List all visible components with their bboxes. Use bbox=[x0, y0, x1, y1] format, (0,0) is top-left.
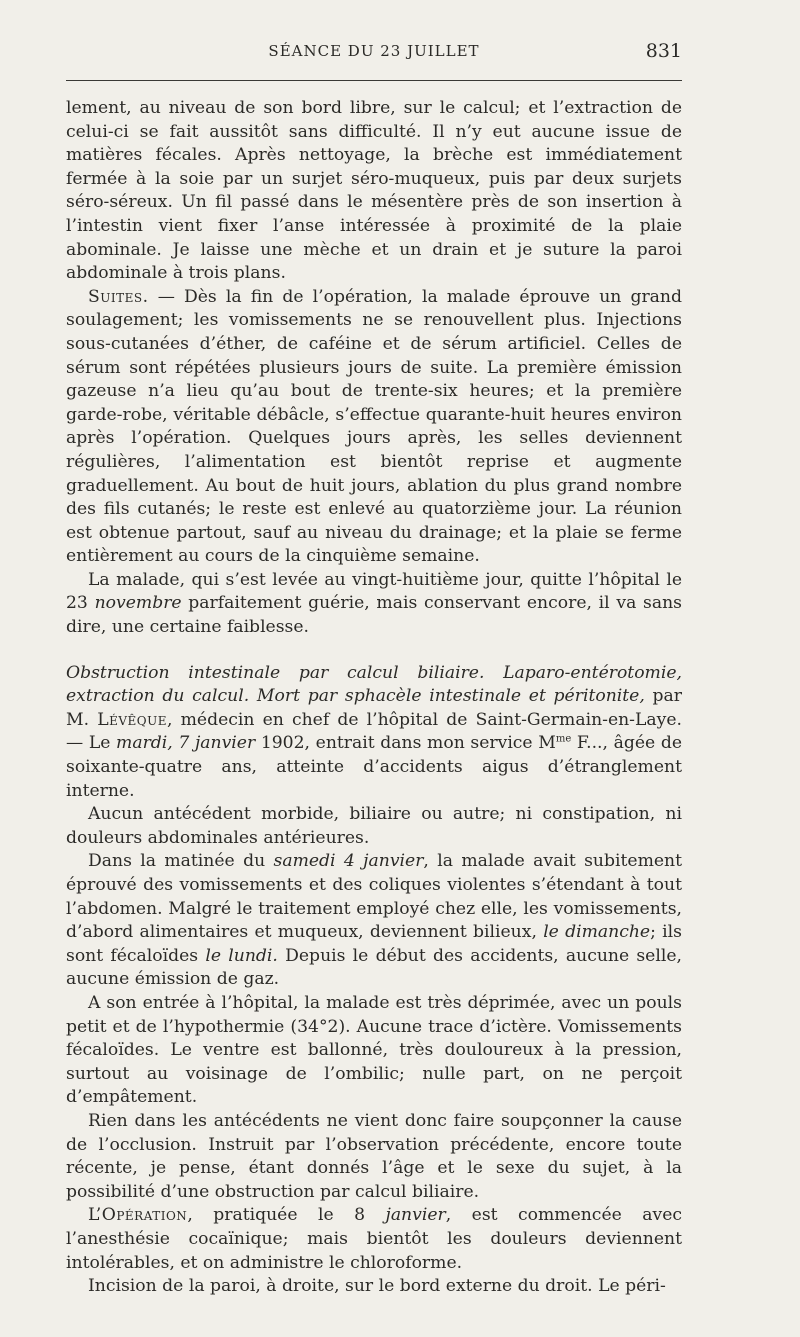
article-heading-paragraph bbox=[66, 662, 682, 804]
page-number: 831 bbox=[645, 40, 682, 62]
superscript: me bbox=[555, 733, 572, 745]
italic-text: le dimanche bbox=[543, 922, 651, 943]
italic-text: le lundi. bbox=[205, 945, 278, 966]
paragraph-8 bbox=[66, 1110, 682, 1204]
section-gap bbox=[66, 640, 682, 662]
header-rule bbox=[66, 80, 682, 81]
italic-text: samedi 4 janvier bbox=[273, 851, 424, 872]
paragraph-text: parfaitement guérie, mais conservant encore, il va sans dire, une certaine faiblesse. bbox=[66, 593, 682, 638]
paragraph-text: Rien dans les antécédents ne vient donc faire soupçonner la cause de l’occlusion. Instruit par l’observation précédente, encore toute récente, je pense, étant donnés l’âge et le sexe du sujet, à la possibilité d’une obstruction par calcul biliaire. bbox=[66, 1110, 682, 1202]
paragraph-text: 1902, entrait dans mon service M bbox=[255, 733, 556, 754]
paragraph-3 bbox=[66, 569, 682, 640]
italic-text: janvier bbox=[385, 1205, 446, 1226]
paragraph-10 bbox=[66, 1275, 682, 1299]
running-title: SÉANCE DU 23 JUILLET bbox=[268, 42, 480, 60]
paragraph-text: , pratiquée le 8 bbox=[187, 1205, 386, 1226]
paragraph-suites bbox=[66, 286, 682, 569]
paragraph-text: Depuis le début des accidents, aucune selle, aucune émission de gaz. bbox=[66, 945, 682, 990]
paragraph-text: lement, au niveau de son bord libre, sur le calcul; et l’extraction de celui-ci se fait aussitôt sans difficulté. Il n’y eut aucune issue de matières fécales. Après nettoyage, la brèche est immédiatement fermée à la soie par un surjet séro-muqueux, puis par deux surjets séro-séreux. Un fil passé dans le mésentère près de son insertion à l’intestin vient fixer l’anse intéressée à proximité de la plaie abominale. Je laisse une mèche et un drain et je suture la paroi abdominale à trois plans. bbox=[66, 98, 682, 284]
paragraph-operation bbox=[66, 1204, 682, 1275]
paragraph-text: A son entrée à l’hôpital, la malade est très déprimée, avec un pouls petit et de l’hypothermie (34°2). Aucune trace d’ictère. Vomissements fécaloïdes. Le ventre est ballonné, très douloureux à la pression, surtout au voisinage de l’ombilic; nulle part, on ne perçoit d’empâtement. bbox=[66, 992, 682, 1108]
section-label-operation: L’Opération bbox=[88, 1205, 188, 1226]
paragraph-text: ; ils sont fécaloïdes bbox=[66, 922, 682, 966]
section-label-suites: Suites. bbox=[88, 286, 149, 307]
paragraph-text: F..., âgée de soixante-quatre ans, atteinte d’accidents aigus d’étranglement interne. bbox=[66, 733, 682, 801]
paragraph-5 bbox=[66, 803, 682, 850]
paragraph-text: Incision de la paroi, à droite, sur le bord externe du droit. Le péri- bbox=[88, 1276, 666, 1297]
body-text bbox=[66, 97, 682, 1299]
article-title: Obstruction intestinale par calcul biliaire. Laparo-entérotomie, extraction du calcul. Mort par sphacèle intestinale et péritonite, bbox=[66, 662, 682, 707]
paragraph-text: Dans la matinée du bbox=[88, 851, 274, 872]
paragraph-text: , médecin en chef de l’hôpital de Saint-Germain-en-Laye. — Le bbox=[66, 709, 682, 754]
paragraph-text: La malade, qui s’est levée au vingt-huitième jour, quitte l’hôpital le 23 bbox=[66, 569, 682, 614]
paragraph-text: — Dès la fin de l’opération, la malade éprouve un grand soulagement; les vomissements ne se renouvellent plus. Injections sous-cutanées d’éther, de caféine et de sérum artificiel. Celles de sérum sont répétées plusieurs jours de suite. La première émission gazeuse n’a lieu qu’au bout de trente-six heures; et la première garde-robe, véritable débâcle, s’effectue quarante-huit heures environ après l’opération. Quelques jours après, les selles deviennent régulières, l’alimentation est bientôt reprise et augmente graduellement. Au bout de huit jours, ablation du plus grand nombre des fils cutanés; le reste est enlevé au quatorzième jour. La réunion est obtenue partout, sauf au niveau du drainage; et la plaie se ferme entièrement au cours de la cinquième semaine. bbox=[66, 286, 682, 567]
author-name: Lévêque bbox=[97, 709, 168, 730]
paragraph-text: par M. bbox=[66, 686, 682, 730]
paragraph-6 bbox=[66, 850, 682, 992]
paragraph-7 bbox=[66, 992, 682, 1110]
italic-text: mardi, 7 janvier bbox=[116, 733, 256, 754]
paragraph-text: , est commencée avec l’anesthésie cocaïnique; mais bientôt les douleurs deviennent intolérables, et on administre le chloroforme. bbox=[66, 1205, 682, 1273]
paragraph-1 bbox=[66, 97, 682, 286]
italic-text: novembre bbox=[94, 593, 182, 614]
running-head bbox=[66, 42, 682, 68]
paragraph-text: Aucun antécédent morbide, biliaire ou autre; ni constipation, ni douleurs abdominales antérieures. bbox=[66, 804, 682, 848]
paragraph-text: , la malade avait subitement éprouvé des vomissements et des coliques violentes s’étendant à tout l’abdomen. Malgré le traitement employé chez elle, les vomissements, d’abord alimentaires et muqueux, deviennent bilieux, bbox=[66, 851, 683, 943]
